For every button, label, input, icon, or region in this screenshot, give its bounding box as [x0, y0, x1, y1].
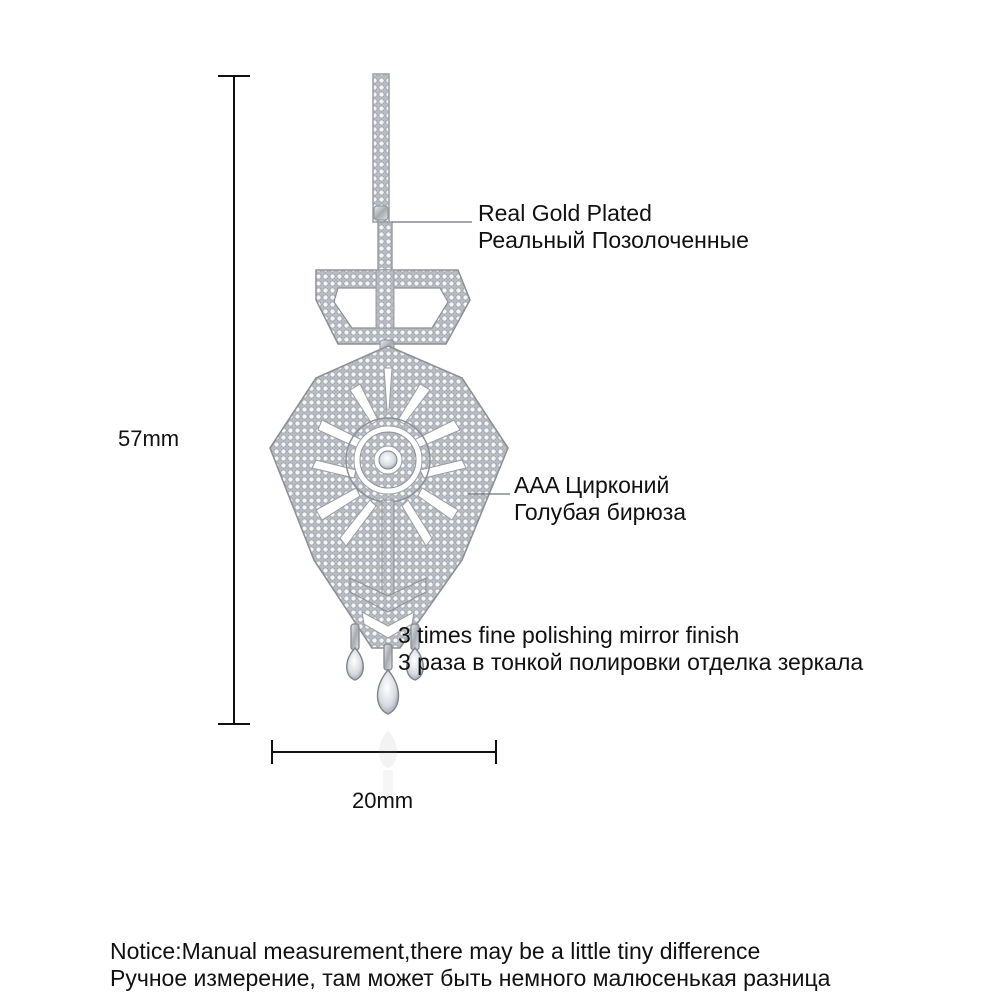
earring [270, 74, 508, 800]
plating-callout-ru: Реальный Позолоченные [478, 227, 749, 253]
measurement-notice [110, 938, 830, 992]
earring-top-bar [373, 74, 389, 222]
height-label: 57mm [118, 426, 180, 451]
notice-en: Notice:Manual measurement,there may be a little tiny difference [110, 938, 761, 964]
polish-callout-ru: 3 раза в тонкой полировки отделка зеркала [398, 649, 864, 675]
polish-callout-en: 3 times fine polishing mirror finish [398, 622, 740, 648]
notice-ru: Ручное измерение, там может быть немного малюсенькая разница [110, 965, 831, 991]
stones-callout-line2: Голубая бирюза [514, 499, 687, 525]
drop-gem-left [347, 648, 364, 680]
plating-callout [478, 200, 749, 254]
polish-callout [398, 622, 863, 676]
stones-callout-line1: AAA Цирконий [514, 472, 670, 498]
height-dimension-line [218, 76, 250, 724]
plating-callout-en: Real Gold Plated [478, 200, 652, 226]
center-gem [379, 451, 397, 469]
width-label: 20mm [352, 788, 414, 813]
drop-gem-center [378, 670, 399, 714]
stones-callout [514, 472, 686, 526]
